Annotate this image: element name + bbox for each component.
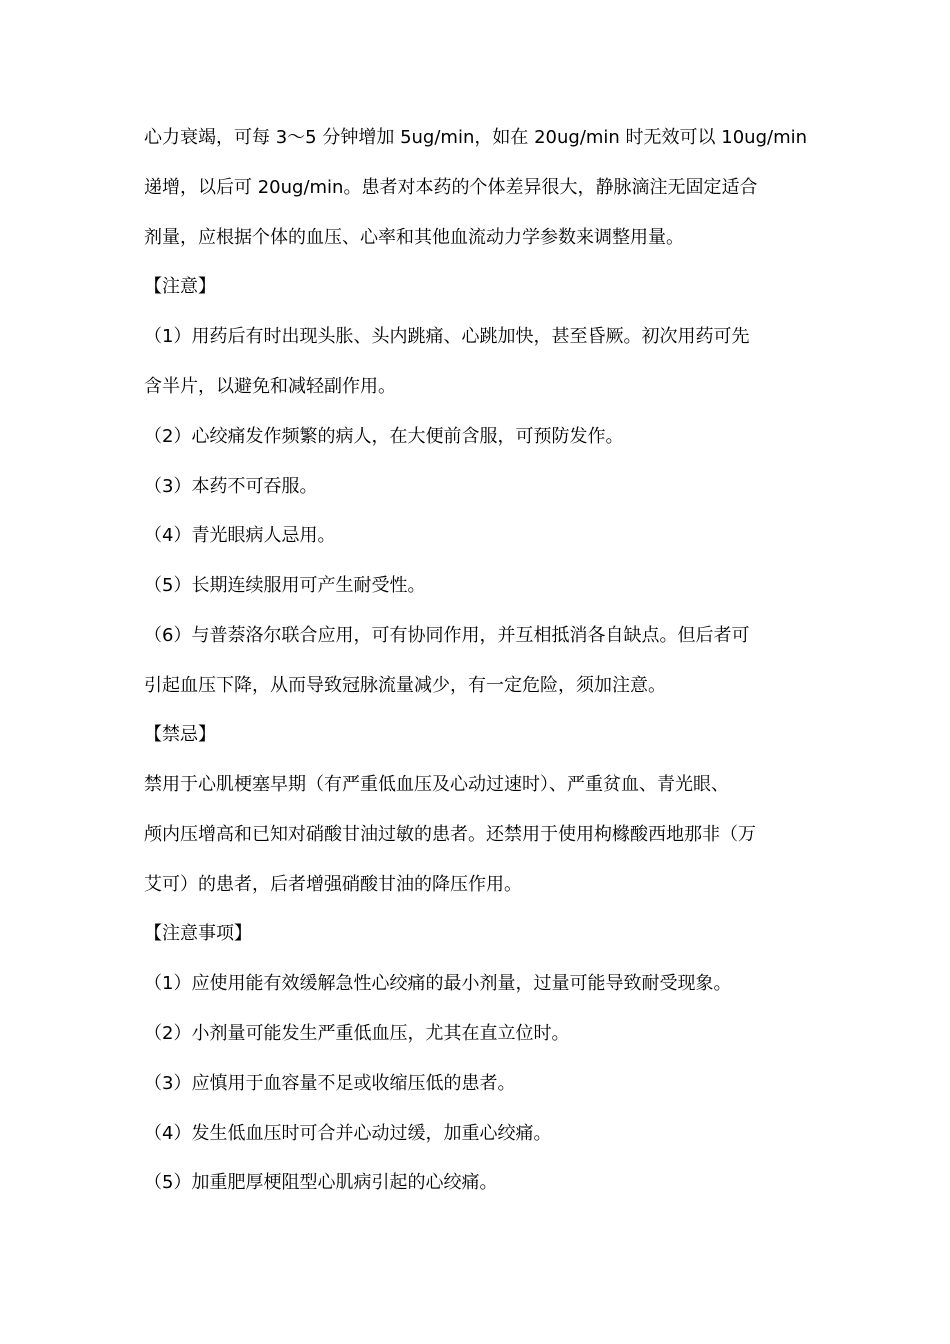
text-line: 剂量，应根据个体的血压、心率和其他血流动力学参数来调整用量。 (144, 227, 684, 248)
text-line: （3）应慎用于血容量不足或收缩压低的患者。 (144, 1073, 516, 1094)
text-line: 递增，以后可 20ug/min。患者对本药的个体差异很大，静脉滴注无固定适合 (144, 177, 758, 198)
text-line: （4）青光眼病人忌用。 (144, 525, 336, 546)
text-line: （1）用药后有时出现头胀、头内跳痛、心跳加快，甚至昏厥。初次用药可先 (144, 326, 750, 347)
text-line: 心力衰竭，可每 3～5 分钟增加 5ug/min，如在 20ug/min 时无效可以 10ug/min (144, 127, 808, 148)
text-line: 艾可）的患者，后者增强硝酸甘油的降压作用。 (144, 874, 522, 895)
section-heading: 【注意事项】 (144, 923, 252, 944)
section-heading: 【注意】 (144, 276, 216, 297)
text-line: （6）与普萘洛尔联合应用，可有协同作用，并互相抵消各自缺点。但后者可 (144, 625, 750, 646)
text-line: （2）心绞痛发作频繁的病人，在大便前含服，可预防发作。 (144, 426, 624, 447)
text-line: 含半片，以避免和减轻副作用。 (144, 376, 396, 397)
text-line: 颅内压增高和已知对硝酸甘油过敏的患者。还禁用于使用枸橼酸西地那非（万 (144, 824, 756, 845)
text-line: （5）加重肥厚梗阻型心肌病引起的心绞痛。 (144, 1172, 498, 1193)
text-line: （2）小剂量可能发生严重低血压，尤其在直立位时。 (144, 1023, 570, 1044)
text-line: 引起血压下降，从而导致冠脉流量减少，有一定危险，须加注意。 (144, 675, 666, 696)
text-line: 禁用于心肌梗塞早期（有严重低血压及心动过速时）、严重贫血、青光眼、 (144, 774, 729, 795)
text-line: （5）长期连续服用可产生耐受性。 (144, 575, 426, 596)
section-heading: 【禁忌】 (144, 724, 216, 745)
text-line: （3）本药不可吞服。 (144, 476, 318, 497)
text-line: （1）应使用能有效缓解急性心绞痛的最小剂量，过量可能导致耐受现象。 (144, 973, 732, 994)
text-line: （4）发生低血压时可合并心动过缓，加重心绞痛。 (144, 1123, 552, 1144)
